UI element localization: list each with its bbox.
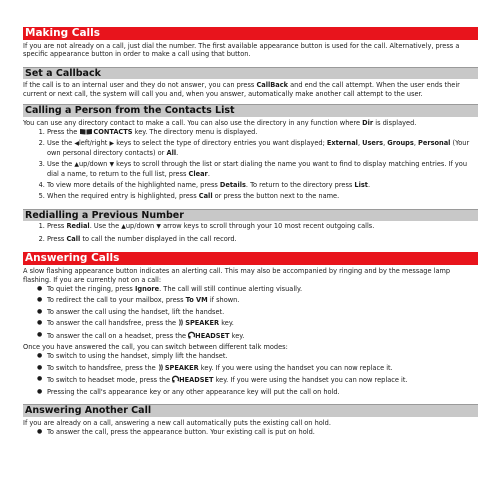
up-arrow-icon: ▲ [74, 161, 79, 169]
answering-bullet-headset: ● To answer the call on a headset, press the HEADSET key. [37, 330, 245, 340]
bullet-icon: ● [37, 296, 43, 304]
answering-bullet-ignore: ● To quiet the ringing, press Ignore. The call will still continue alerting visually. [37, 285, 303, 293]
talk-mode-bullet-hold: ● Pressing the call's appearance key or any other appearance key will put the call on hold. [37, 387, 340, 396]
down-arrow-icon: ▼ [109, 161, 115, 169]
section-heading-contacts: Calling a Person from the Contacts List [23, 104, 478, 117]
down-arrow-icon: ▼ [156, 223, 161, 231]
contacts-step-1: 1. Press the CONTACTS key. The directory menu is displayed. [47, 128, 478, 136]
another-call-bullets [23, 428, 478, 436]
contacts-step-3: 3. Use the ▲up/down ▼ keys to scroll through the list or start dialing the name you want to find to display matching entries. If you dial a name, to return to the full list, press Clear. [47, 160, 478, 178]
book-icon [79, 128, 93, 135]
contacts-intro: You can use any directory contact to make a call. You can also use the directory in any function where Dir is displayed. [23, 118, 417, 127]
speaker-icon [158, 364, 165, 371]
up-arrow-icon: ▲ [121, 223, 126, 231]
answering-bullets [23, 285, 478, 340]
answering-mid-text: Once you have answered the call, you can switch between different talk modes: [23, 343, 288, 352]
section-heading-another-call: Answering Another Call [23, 404, 478, 417]
set-callback-text: If the call is to an internal user and they do not answer, you can press CallBack and end the call attempt. When the user ends their current or next call, the system will call you and, when you answer, automatically make another call attempt to the user. [23, 81, 460, 98]
bullet-icon: ● [37, 285, 43, 292]
contacts-steps [23, 128, 478, 201]
bullet-icon: ● [37, 319, 43, 327]
answering-bullet-to-vm: ● To redirect the call to your mailbox, press To VM if shown. [37, 296, 240, 305]
section-heading-set-callback: Set a Callback [23, 67, 478, 80]
another-call-bullet-answer: ● To answer the call, press the appearance button. Your existing call is put on hold. [37, 427, 315, 436]
redial-steps [23, 222, 478, 243]
contacts-step-4: 4. To view more details of the highlighted name, press Details. To return to the directory press List. [47, 181, 478, 189]
bullet-icon: ● [37, 375, 43, 383]
talk-mode-bullet-headset: ● To switch to headset mode, press the HEADSET key. If you were using the handset you can now replace it. [37, 375, 408, 385]
section-heading-answering-calls: Answering Calls [23, 252, 478, 265]
page-content [23, 27, 478, 439]
redial-step-1: 1. Press Redial. Use the ▲up/down ▼ arrow keys to scroll through your 10 most recent outgoing calls. [47, 222, 478, 231]
talk-mode-bullet-handset: ● To switch to using the handset, simply lift the handset. [37, 352, 228, 361]
section-heading-making-calls: Making Calls [23, 27, 478, 40]
contacts-step-5: 5. When the required entry is highlighted, press Call or press the button next to the name. [47, 192, 478, 200]
talk-mode-bullets [23, 352, 478, 396]
bullet-icon: ● [37, 427, 43, 435]
answering-bullet-handset: ● To answer the call using the handset, lift the handset. [37, 307, 225, 316]
redial-step-2: 2. Press Call to call the number displayed in the call record. [47, 235, 478, 243]
bullet-icon: ● [37, 363, 43, 371]
bullet-icon: ● [37, 330, 43, 338]
contacts-step-2: 2. Use the ◀left/right ▶ keys to select the type of directory entries you want displayed; External, Users, Groups, Personal (Your own personal directory contacts) or All. [47, 139, 478, 157]
bullet-icon: ● [37, 352, 43, 360]
left-arrow-icon: ◀ [74, 140, 79, 148]
answering-intro: A slow flashing appearance button indicates an alerting call. This may also be accompanied by ringing and by the message lamp flashing. If you are currently not on a call: [23, 267, 451, 284]
bullet-icon: ● [37, 307, 43, 315]
section-heading-redial: Redialling a Previous Number [23, 209, 478, 222]
right-arrow-icon: ▶ [109, 140, 115, 148]
bullet-icon: ● [37, 387, 43, 395]
another-call-intro: If you are already on a call, answering a new call automatically puts the existing call on hold. [23, 418, 331, 427]
answering-bullet-speaker: ● To answer the call handsfree, press the SPEAKER key. [37, 319, 234, 328]
making-calls-text: If you are not already on a call, just dial the number. The first available appearance button is used for the call. Alternatively, press a specific appearance button in order to make a call using that button. [23, 42, 460, 59]
talk-mode-bullet-speaker: ● To switch to handsfree, press the SPEAKER key. If you were using the handset you can now replace it. [37, 363, 393, 372]
